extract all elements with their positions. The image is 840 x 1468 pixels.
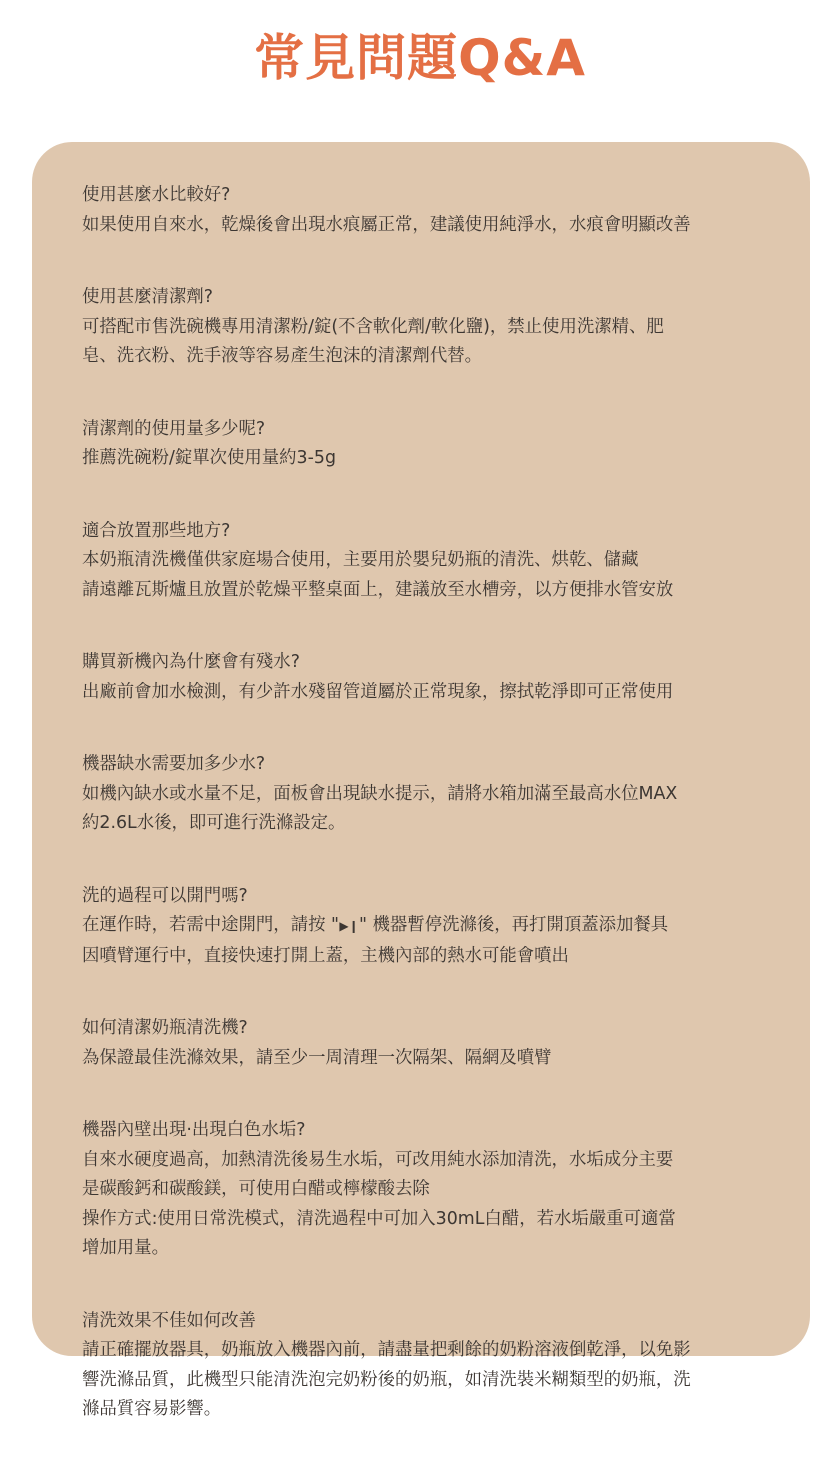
faq-answer-line: 本奶瓶清洗機僅供家庭場合使用，主要用於嬰兒奶瓶的清洗、烘乾、儲藏 — [82, 550, 639, 570]
faq-answer-line: 自來水硬度過高，加熱清洗後易生水垢，可改用純水添加清洗，水垢成分主要 — [82, 1149, 674, 1170]
answer-prefix: 在運作時，若需中途開門，請按 " — [82, 915, 339, 935]
faq-answer-line: 皂、洗衣粉、洗手液等容易產生泡沫的清潔劑代替。 — [82, 346, 482, 366]
faq-answer-line: 響洗滌品質，此機型只能清洗泡完奶粉後的奶瓶，如清洗裝米糊類型的奶瓶，洗 — [82, 1369, 691, 1390]
play-pause-icon: ▶❙ — [339, 919, 359, 933]
faq-answer-line: 推薦洗碗粉/錠單次使用量約3-5g — [82, 448, 336, 468]
faq-answer-line: 如果使用自來水，乾燥後會出現水痕屬正常，建議使用純淨水，水痕會明顯改善 — [82, 214, 691, 235]
faq-answer-line: 滌品質容易影響。 — [82, 1399, 222, 1419]
faq-answer-line — [82, 911, 782, 942]
faq-answer-line: 是碳酸鈣和碳酸鎂，可使用白醋或檸檬酸去除 — [82, 1179, 430, 1199]
faq-question: 清洗效果不佳如何改善 — [82, 1310, 256, 1331]
faq-question: 使用甚麼水比較好? — [82, 185, 231, 205]
faq-answer-line: 增加用量。 — [82, 1238, 169, 1258]
faq-item-scale — [82, 1116, 782, 1264]
answer-suffix: " 機器暫停洗滌後，再打開頂蓋添加餐具 — [359, 915, 669, 935]
faq-item-residual-water — [82, 648, 782, 707]
faq-answer-line: 如機內缺水或水量不足，面板會出現缺水提示，請將水箱加滿至最高水位MAX — [82, 783, 678, 804]
faq-question: 使用甚麼清潔劑? — [82, 287, 213, 307]
faq-item-placement — [82, 517, 782, 606]
faq-answer-line: 因噴臂運行中，直接快速打開上蓋，主機內部的熱水可能會噴出 — [82, 945, 569, 966]
faq-item-cleaning — [82, 1014, 782, 1073]
faq-question: 機器缺水需要加多少水? — [82, 754, 266, 774]
faq-answer-line: 操作方式:使用日常洗模式，清洗過程中可加入30mL白醋，若水垢嚴重可適當 — [82, 1208, 676, 1229]
faq-item-detergent-amount — [82, 415, 782, 474]
faq-answer-line: 出廠前會加水檢測，有少許水殘留管道屬於正常現象，擦拭乾淨即可正常使用 — [82, 681, 674, 702]
faq-item-detergent — [82, 283, 782, 372]
faq-answer-line: 約2.6L水後，即可進行洗滌設定。 — [82, 813, 346, 833]
faq-list — [82, 181, 782, 1468]
page-title: 常見問題Q&A — [254, 29, 586, 87]
faq-item-water-shortage — [82, 750, 782, 839]
faq-answer-line: 請遠離瓦斯爐且放置於乾燥平整桌面上，建議放至水槽旁，以方便排水管安放 — [82, 579, 674, 600]
faq-answer-line: 請正確擺放器具，奶瓶放入機器內前，請盡量把剩餘的奶粉溶液倒乾淨，以免影 — [82, 1340, 691, 1360]
faq-answer-line: 為保證最佳洗滌效果，請至少一周清理一次隔架、隔網及噴臂 — [82, 1047, 552, 1068]
faq-answer-line: 可搭配市售洗碗機專用清潔粉/錠(不含軟化劑/軟化鹽)，禁止使用洗潔精、肥 — [82, 316, 664, 337]
faq-question: 機器內壁出現·出現白色水垢? — [82, 1120, 306, 1140]
faq-question: 洗的過程可以開門嗎? — [82, 885, 248, 906]
faq-item-open-door — [82, 882, 782, 972]
faq-item-water — [82, 181, 782, 240]
faq-item-poor-results — [82, 1307, 782, 1425]
faq-question: 如何清潔奶瓶清洗機? — [82, 1018, 248, 1038]
faq-question: 清潔劑的使用量多少呢? — [82, 418, 266, 439]
faq-question: 購買新機內為什麼會有殘水? — [82, 652, 300, 672]
faq-question: 適合放置那些地方? — [82, 520, 231, 541]
